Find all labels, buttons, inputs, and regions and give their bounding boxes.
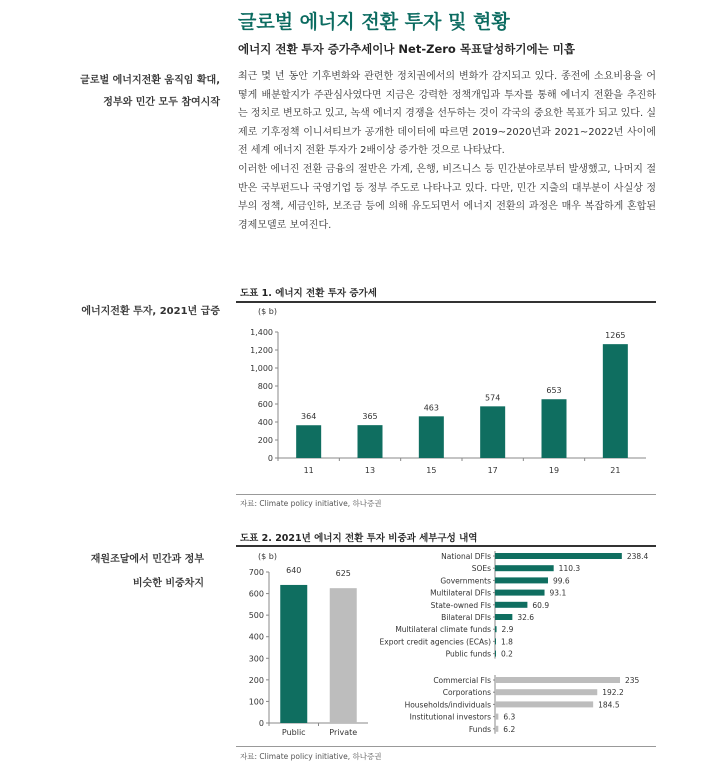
hbar <box>495 553 622 559</box>
hbar <box>495 651 496 657</box>
x-tick-label: 15 <box>426 466 437 475</box>
category-label: Corporations <box>442 688 491 698</box>
x-tick-label: 19 <box>548 466 560 475</box>
bar-value-label: 653 <box>546 386 562 396</box>
y-tick-label: 500 <box>248 611 264 621</box>
category-label: State-owned FIs <box>430 600 491 610</box>
page-title: 글로벌 에너지 전환 투자 및 현황 <box>238 11 510 33</box>
y-tick-label: 400 <box>248 632 264 642</box>
y-tick-label: 0 <box>267 454 273 463</box>
hbar <box>495 614 512 620</box>
y-tick-label: 1,200 <box>250 346 273 355</box>
sidebar-note-line: 비슷한 비중차지 <box>132 578 204 589</box>
y-tick-label: 400 <box>257 418 273 427</box>
hbar <box>495 565 554 571</box>
y-tick-label: 600 <box>257 400 273 409</box>
hbar-value-label: 99.6 <box>552 576 570 586</box>
body-text <box>238 68 656 235</box>
hbar-value-label: 2.9 <box>501 625 514 635</box>
sidebar-note-line: 정부와 민간 모두 참여시작 <box>103 97 220 108</box>
sidebar-note-line: 글로벌 에너지전환 움직임 확대, <box>80 75 220 86</box>
y-tick-label: 0 <box>258 719 264 728</box>
breakdown-hbar-chart <box>371 547 661 747</box>
hbar <box>495 602 527 608</box>
x-tick-label: 11 <box>303 466 314 475</box>
bar-11 <box>296 425 321 458</box>
hbar <box>495 726 498 732</box>
x-tick-label: Private <box>329 728 358 737</box>
category-label: Institutional investors <box>409 712 491 722</box>
hbar-value-label: 192.2 <box>602 688 624 698</box>
hbar-value-label: 110.3 <box>558 564 581 574</box>
figure1-bottom-rule <box>236 494 656 495</box>
bar-value-label: 1265 <box>605 331 626 341</box>
hbar <box>495 638 496 644</box>
hbar <box>495 689 597 695</box>
category-label: SOEs <box>471 564 491 574</box>
y-unit-label: ($ b) <box>258 552 277 561</box>
sidebar-note-investment: 에너지전환 투자, 2021년 급증 <box>81 306 220 317</box>
category-label: Commercial FIs <box>433 676 491 685</box>
bar-value-label: 463 <box>423 403 439 413</box>
hbar-value-label: 1.8 <box>501 637 513 647</box>
y-tick-label: 300 <box>248 654 264 664</box>
x-tick-label: 17 <box>487 466 498 475</box>
hbar <box>495 590 545 596</box>
hbar-value-label: 0.2 <box>501 649 513 659</box>
hbar-value-label: 6.2 <box>503 724 516 734</box>
y-tick-label: 200 <box>248 675 264 685</box>
bar-13 <box>358 425 383 458</box>
category-label: Households/individuals <box>404 700 491 710</box>
y-tick-label: 1,400 <box>250 328 273 337</box>
bar-private <box>330 588 357 723</box>
bar-value-label: 365 <box>362 412 378 422</box>
hbar <box>495 701 593 707</box>
y-tick-label: 800 <box>257 382 273 391</box>
body-paragraph: 이러한 에너진 전환 금융의 절반은 가계, 은행, 비즈니스 등 민간분야로부터 발생했고, 나머지 절반은 국부펀드나 국영기업 등 정부 주도로 나타나고 있다. 다만, 민간 지출의 대부분이 사실상 정부의 정책, 세금인하, 보조금 등에 의해 유도되면서 에너지 전환의 과정은 매우 복잡하게 혼합된 경제모델로 보여진다. <box>238 163 656 231</box>
x-tick-label: 21 <box>610 466 621 475</box>
figure2-bottom-rule <box>236 746 656 747</box>
y-tick-label: 200 <box>257 436 273 445</box>
x-tick-label: Public <box>281 728 306 737</box>
x-tick-label: 13 <box>364 466 376 475</box>
hbar <box>495 577 548 583</box>
bar-value-label: 364 <box>301 412 317 422</box>
hbar-value-label: 184.5 <box>598 700 620 710</box>
hbar <box>495 677 620 683</box>
category-label: Public funds <box>445 649 491 659</box>
hbar <box>495 626 497 632</box>
figure1-source: 자료: Climate policy initiative, 하나증권 <box>240 499 382 508</box>
y-unit-label: ($ b) <box>258 307 277 316</box>
bar-15 <box>419 416 444 458</box>
hbar-value-label: 238.4 <box>626 552 649 561</box>
category-label: Export credit agencies (ECAs) <box>379 637 491 647</box>
hbar-value-label: 60.9 <box>532 600 550 610</box>
hbar-value-label: 6.3 <box>503 712 516 722</box>
bar-21 <box>603 344 628 458</box>
category-label: Bilateral DFIs <box>441 613 491 622</box>
y-tick-label: 1,000 <box>250 364 273 373</box>
bar-17 <box>480 406 505 458</box>
figure1-title: 도표 1. 에너지 전환 투자 증가세 <box>240 288 377 299</box>
page-subtitle: 에너지 전환 투자 증가추세이나 Net-Zero 목표달성하기에는 미흡 <box>238 42 575 56</box>
body-paragraph: 최근 몇 년 동안 기후변화와 관련한 정치권에서의 변화가 감지되고 있다. 종전에 소요비용을 어떻게 배분할지가 주관심사였다면 지금은 강력한 정책개입과 투자를 통해 에너지 전환을 추진하는 정치로 변모하고 있고, 녹색 에너지 경쟁을 선두하는 것이 각국의 중요한 목표가 되고 있다. 실제로 기후정책 이니셔티브가 공개한 데이터에 따르면 2019~2020년과 2021~2022년 사이에 전 세계 에너지 전환 투자가 2배이상 증가한 것으로 나타났다. <box>238 71 656 157</box>
sidebar-note-funding <box>46 548 204 596</box>
category-label: Multilateral climate funds <box>395 625 491 635</box>
bar-public <box>280 585 307 723</box>
y-tick-label: 600 <box>248 589 264 599</box>
category-label: Multilateral DFIs <box>430 588 491 598</box>
bar-value-label: 574 <box>485 393 501 403</box>
bar-19 <box>542 399 567 458</box>
hbar-value-label: 93.1 <box>549 588 567 598</box>
category-label: Governments <box>440 576 491 586</box>
hbar <box>495 714 498 720</box>
hbar-value-label: 32.6 <box>517 613 535 622</box>
sidebar-note-line: 재원조달에서 민간과 정부 <box>90 554 204 565</box>
bar-value-label: 640 <box>286 565 302 575</box>
category-label: Funds <box>468 724 491 734</box>
figure2-source: 자료: Climate policy initiative, 하나증권 <box>240 752 382 761</box>
hbar-value-label: 235 <box>625 676 640 685</box>
y-tick-label: 100 <box>248 697 264 707</box>
figure2-title: 도표 2. 2021년 에너지 전환 투자 비중과 세부구성 내역 <box>240 533 478 544</box>
public-private-bar-chart <box>236 547 371 747</box>
sidebar-note-transition <box>60 70 220 114</box>
category-label: National DFIs <box>441 552 491 561</box>
y-tick-label: 700 <box>248 568 264 577</box>
investment-bar-chart <box>236 303 656 493</box>
bar-value-label: 625 <box>335 569 351 579</box>
